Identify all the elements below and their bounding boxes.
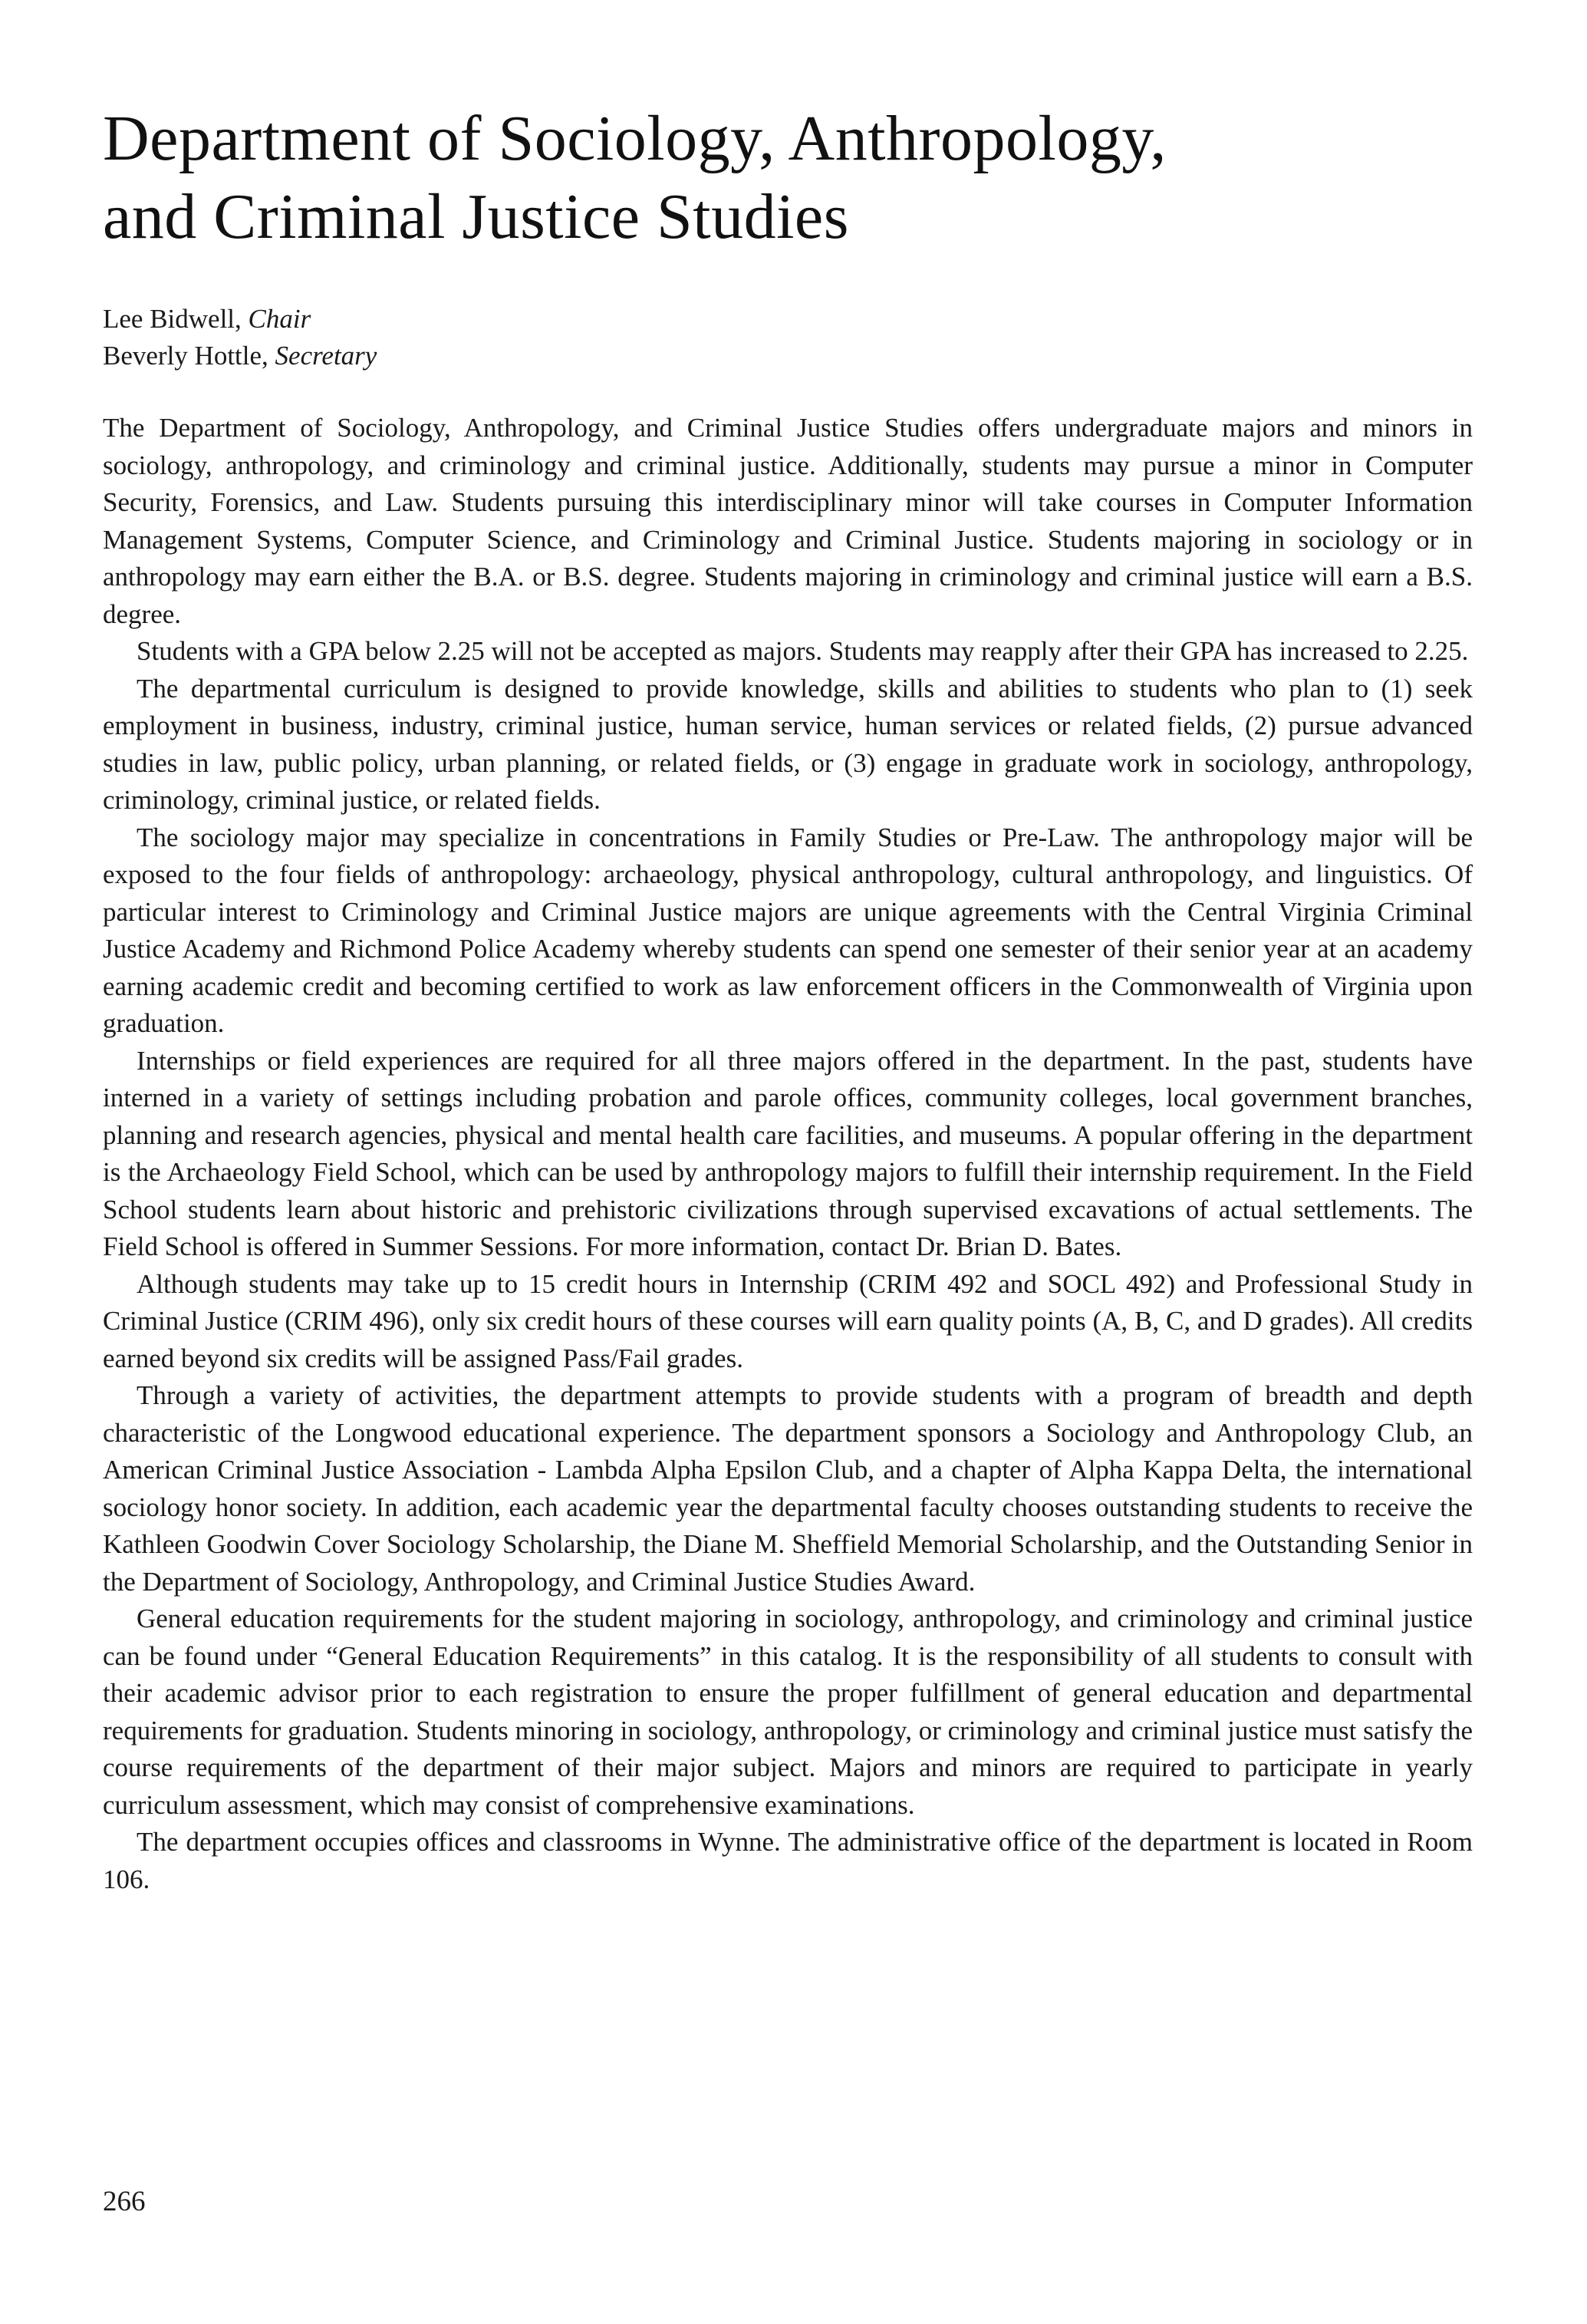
title-line-2: and Criminal Justice Studies <box>103 181 849 252</box>
title-line-1: Department of Sociology, Anthropology, <box>103 103 1167 174</box>
paragraph-internships: Internships or field experiences are required for all three majors offered in the department. In the past, students have interned in a variety of settings including probation and parole offices, community colleges, local government branches, planning and research agencies, physical and mental health care facilities, and museums. A popular offering in the department is the Archaeology Field School, which can be used by anthropology majors to fulfill their internship requirement. In the Field School students learn about historic and prehistoric civilizations through supervised excavations of actual settlements. The Field School is offered in Summer Sessions. For more information, contact Dr. Brian D. Bates. <box>103 1045 1473 1261</box>
staff-list <box>103 301 1473 374</box>
staff-name: Lee Bidwell, <box>103 304 242 334</box>
staff-chair <box>103 301 1473 338</box>
paragraph-curriculum: The departmental curriculum is designed to provide knowledge, skills and abilities to students who plan to (1) seek employment in business, industry, criminal justice, human service, human services or related fields, (2) pursue advanced studies in law, public policy, urban planning, or related fields, or (3) engage in graduate work in sociology, anthropology, criminology, criminal justice, or related fields. <box>103 673 1473 815</box>
paragraph-credit-hours: Although students may take up to 15 credit hours in Internship (CRIM 492 and SOCL 492) and Professional Study in Criminal Justice (CRIM 496), only six credit hours of these courses will earn quality points (A, B, C, and D grades). All credits earned beyond six credits will be assigned Pass/Fail grades. <box>103 1268 1473 1373</box>
page-number: 266 <box>103 2186 146 2217</box>
staff-role: Secretary <box>275 341 377 371</box>
staff-secretary <box>103 338 1473 374</box>
staff-name: Beverly Hottle, <box>103 341 268 371</box>
page-title <box>103 100 1473 256</box>
paragraph-activities: Through a variety of activities, the department attempts to provide students with a program of breadth and depth characteristic of the Longwood educational experience. The department sponsors a Sociology and Anthropology Club, an American Criminal Justice Association - Lambda Alpha Epsilon Club, and a chapter of Alpha Kappa Delta, the international sociology honor society. In addition, each academic year the departmental faculty chooses outstanding students to receive the Kathleen Goodwin Cover Sociology Scholarship, the Diane M. Sheffield Memorial Scholarship, and the Outstanding Senior in the Department of Sociology, Anthropology, and Criminal Justice Studies Award. <box>103 1380 1473 1597</box>
paragraph-offices: The department occupies offices and classrooms in Wynne. The administrative office of the department is located in Room 106. <box>103 1827 1473 1894</box>
paragraph-majors: The sociology major may specialize in concentrations in Family Studies or Pre-Law. The anthropology major will be exposed to the four fields of anthropology: archaeology, physical anthropology, cultural anthropology, and linguistics. Of particular interest to Criminology and Criminal Justice majors are unique agreements with the Central Virginia Criminal Justice Academy and Richmond Police Academy whereby students can spend one semester of their senior year at an academy earning academic credit and becoming certified to work as law enforcement officers in the Commonwealth of Virginia upon graduation. <box>103 822 1473 1038</box>
paragraph-gpa: Students with a GPA below 2.25 will not be accepted as majors. Students may reapply after their GPA has increased to 2.25. <box>137 636 1469 666</box>
staff-role: Chair <box>248 304 311 334</box>
catalog-page <box>103 100 1473 1898</box>
body-text <box>103 410 1473 1898</box>
paragraph-gen-ed: General education requirements for the student majoring in sociology, anthropology, and criminology and criminal justice can be found under “General Education Requirements” in this catalog. It is the responsibility of all students to consult with their academic advisor prior to each registration to ensure the proper fulfillment of general education and departmental requirements for graduation. Students minoring in sociology, anthropology, or criminology and criminal justice must satisfy the course requirements of the department of their major subject. Majors and minors are required to participate in yearly curriculum assessment, which may consist of comprehensive examinations. <box>103 1604 1473 1820</box>
paragraph-overview: The Department of Sociology, Anthropology, and Criminal Justice Studies offers undergraduate majors and minors in sociology, anthropology, and criminology and criminal justice. Additionally, students may pursue a minor in Computer Security, Forensics, and Law. Students pursuing this interdisciplinary minor will take courses in Computer Information Management Systems, Computer Science, and Criminology and Criminal Justice. Students majoring in sociology or in anthropology may earn either the B.A. or B.S. degree. Students majoring in criminology and criminal justice will earn a B.S. degree. <box>103 413 1473 629</box>
